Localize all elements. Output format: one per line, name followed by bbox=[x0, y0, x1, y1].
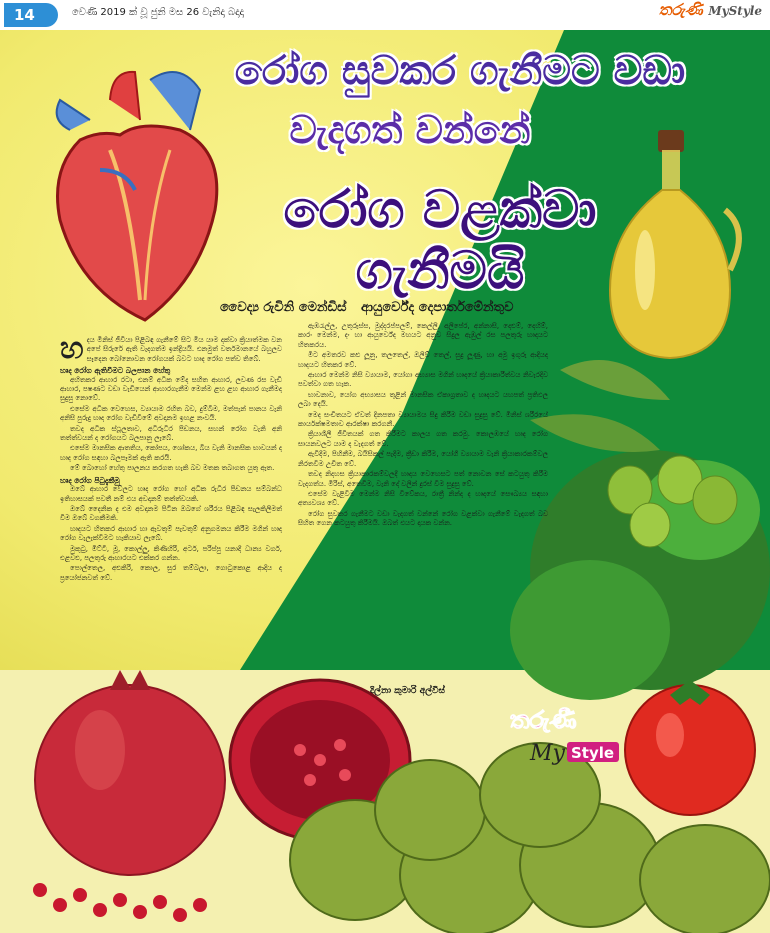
author-line bbox=[220, 300, 513, 315]
col2-p1: මීට අමතරව කළු ලූනු, තලතෙල්, ඔලිව් තෙල්, සුදු ලූණු, හා අමු ඉගුරු ආදියද හෘදයට හිතකර වේ. bbox=[298, 351, 548, 369]
secondary-byline: දිල්නා කුමාරි අල්විස් bbox=[370, 686, 445, 696]
tharuni-mystyle-logo bbox=[505, 700, 645, 780]
logo-brand: තරුණි bbox=[658, 0, 703, 19]
olive-oil-bottle bbox=[590, 130, 750, 360]
col1-heading-0: හෘද රෝග ඇතිවීමට බලපාන හේතු bbox=[60, 366, 171, 376]
col1-p2: එසේම අධික වෙහෙස, ව්‍යායාම රහිත බව, දුම්බීම, මත්පැන් පානය වැනි අනිසි පුරුදු හෘද රෝග වැඩිවීමේ අවදානම ඉහළ නංවයි. bbox=[60, 404, 282, 423]
drop-cap: හ bbox=[60, 331, 84, 366]
svg-text:තරුණී: තරුණී bbox=[510, 706, 577, 734]
author-name: වෛද්‍ය රුවිනි මෙන්ඩිස් bbox=[220, 300, 347, 315]
col2-p3: භාවනාව, යෝග අභ්‍යාසය තුළින් මානසික ඒකාග්‍රතාව ද හෘදයට යහපත් ප්‍රතිඵල ලබා දෙයි. bbox=[298, 390, 548, 409]
title-line-1: රෝග සුවකර ගැනීමට වඩා bbox=[234, 48, 686, 94]
col2-p5: ක්‍රියාශීලී ජීවිතයක් ගත කිරීමට කාලය ගත කරමු. කොලඹයේ හෘද රෝග සායනවලට යාම ද වැදගත් වේ. bbox=[298, 430, 548, 448]
department: ආයුර්වේද දෙපාර්තමේන්තුව bbox=[361, 300, 514, 315]
article-column-1 bbox=[60, 331, 282, 584]
col1-p1: අහිතකර ආහාර රටා, එනම් අධික මේද සහිත ආහාර, ලවණ රස වැඩි ආහාර, පෂණට වඩා වැඩියෙන් ආහාරගැනීම මෙන්ම ළහ ළහ ආහාර ගැනීමද සුදුසු නොවේ. bbox=[60, 375, 282, 403]
produce-illustration bbox=[0, 660, 770, 933]
col2-p2: ආහාර මෙන්ම නිසි ව්‍යායාම, යෝගා අභ්‍යාස මගින් හෘදයේ ක්‍රියාකාරීත්වය නිවැරදිව පවත්වා ගත හැක. bbox=[298, 371, 548, 389]
col1-p8: හෘදයට හිතකර ආහාර හා ඇවතුම් පැවතුම් අනුගමනය කිරීම මගින් හෘද රෝග වැලැක්වීමට හැකියාව ලැබේ. bbox=[60, 524, 282, 543]
col1-p3: තවද අධික ස්ථූලතාව, අධිරුධිර පීඩනය, සහන් රෝග වැනි අනි තත්ත්වයන් ද රෝගයට බලපානු ලැබේ. bbox=[60, 424, 282, 443]
page-number: 14 bbox=[4, 3, 58, 27]
article-column-2 bbox=[298, 322, 548, 530]
col2-p6: ඇවිදීම, පිහිනීම, බයිසිකල් පැදීම, ක්‍රීඩා කිරීම, යෝගී ව්‍යායාම වැනි ක්‍රියාකාරකම්වල නිරතවීම උචිත වේ. bbox=[298, 450, 548, 468]
col1-p4: එසේම මානසික ආතතිය, කෝපය, ශෝකය, බිය වැනි මානසික භාවයන් ද හෘද රෝග සඳහා බලපෑමක් ඇති කරයි. bbox=[60, 444, 282, 462]
logo-sub: MyStyle bbox=[708, 4, 762, 18]
col2-p0: ඇඹරැල්ල, උතුරුස්ස, මුද්දරප්පලම්, කෙල්ලි, අලිපේර, අන්නාසි, දෙළුම්, දෙහිම්, කාරං මෙන්ම, දං හා ආයුර්වේද මහයට අනුව සිදුල ඇඹුල් රස පලතුරු හෘදයට හිතකරය. bbox=[298, 322, 548, 349]
col1-p9: මුකුටු, මිට්ටී, මූ, කොල්ලු, කිණිහිරි, අර්ට, පරිප්පු යනාදී ධාන්‍ය වර්ග, එළවළු, පලතුරු ආහාරයට එක්කර ගන්න. bbox=[60, 544, 282, 562]
title-line-3: රෝග වළක්වා ගැනීමයි bbox=[283, 180, 597, 301]
col1-p7: ඔබේ දෛනික ද එම අවදානම පිටින ඔබගේ ශරීරය පිළිබඳ සැලකිලිමත් විම ඔබේ වගකීමකි. bbox=[60, 504, 282, 523]
svg-text:Style: Style bbox=[571, 744, 615, 762]
col1-p6: ඔබේ ආහාර වේලට හෘද රෝග හෝ අධික රුධිර පීඩනය සම්බන්ධ ඉතිහාසයක් පවතී නම් එය අවදානම් තත්ත්වයකි. bbox=[60, 485, 282, 503]
col1-p5: මේ බොහෝ හේතු පාලනය කරගත හැකි බව මතක තබාගත යුතු ඇත. bbox=[70, 464, 275, 473]
col1-p0: දය මිනිස් ජීවියා පිළිබඳ ගැනීමේ සිට මිය යාම දක්වා ක්‍රියාත්මක වන අපේ සිරුරේ ඇති වැදගත්ම ඉන්ද්‍රියයි. එනමුත් වර්තමානයේ බහුලව සෑදෙන බෝනොවන රෝගයක් බවට හෘද රෝග පත්ව තිබේ. bbox=[86, 336, 282, 363]
col1-p10: පොල්තෙල, අළුකිරි, කොල, සුර තම්බලා, ගොටුකොළ ආදිය ද ප්‍රයෝජනවත් වේ. bbox=[60, 564, 282, 582]
top-bar bbox=[0, 0, 770, 30]
col1-heading-1: හෘද රෝග පිටුදැකීමු bbox=[60, 475, 120, 485]
dateline: වෙණි 2019 ක් වූ ජුනි මස 26 වැනිදා බදාදා bbox=[72, 7, 244, 18]
col2-p7: තවද නිදහස ක්‍රියාකාරකම්වලදී හෘදය වෙහෙසට පත් නොවන සේ කටයුතු කිරීම වැදගත්ය. මිරිස්, අතෙවිම, වැනි දේ වලින් දුරස් වීම සුදුසු වේ. bbox=[298, 470, 548, 488]
col2-p8: එසේම වැළිවීම මෙන්ම නිසි විවේකය, රාත්‍රී නින්ද ද හෘදයේ සෞඛ්‍යය සඳහා අත්‍යවශ්‍ය වේ. bbox=[298, 489, 548, 508]
title-line-2: වැදගත් වන්නේ bbox=[289, 108, 531, 152]
col2-p9: රෝග සුවකර ගැනීමට වඩා වැදගත් වන්නේ රෝග වළක්වා ගැනීමේ වැදගත් බව සිහිත ගෙන කටයුතු කිරීමයි. ඔබත් එයට දායක වන්න. bbox=[298, 509, 548, 528]
magazine-logo bbox=[658, 0, 762, 20]
heart-illustration bbox=[40, 60, 230, 330]
svg-text:My: My bbox=[530, 741, 565, 766]
col2-p4: මෙද සංචිතයට ඒවත් දිනපතා ව්‍යායාමය සිදු කිරීම වඩා සුදුසු වේ. මිනිස් ශරීරයේ කාර්යක්ෂමතාව ආරක්ෂා කරගනී. bbox=[298, 410, 548, 429]
